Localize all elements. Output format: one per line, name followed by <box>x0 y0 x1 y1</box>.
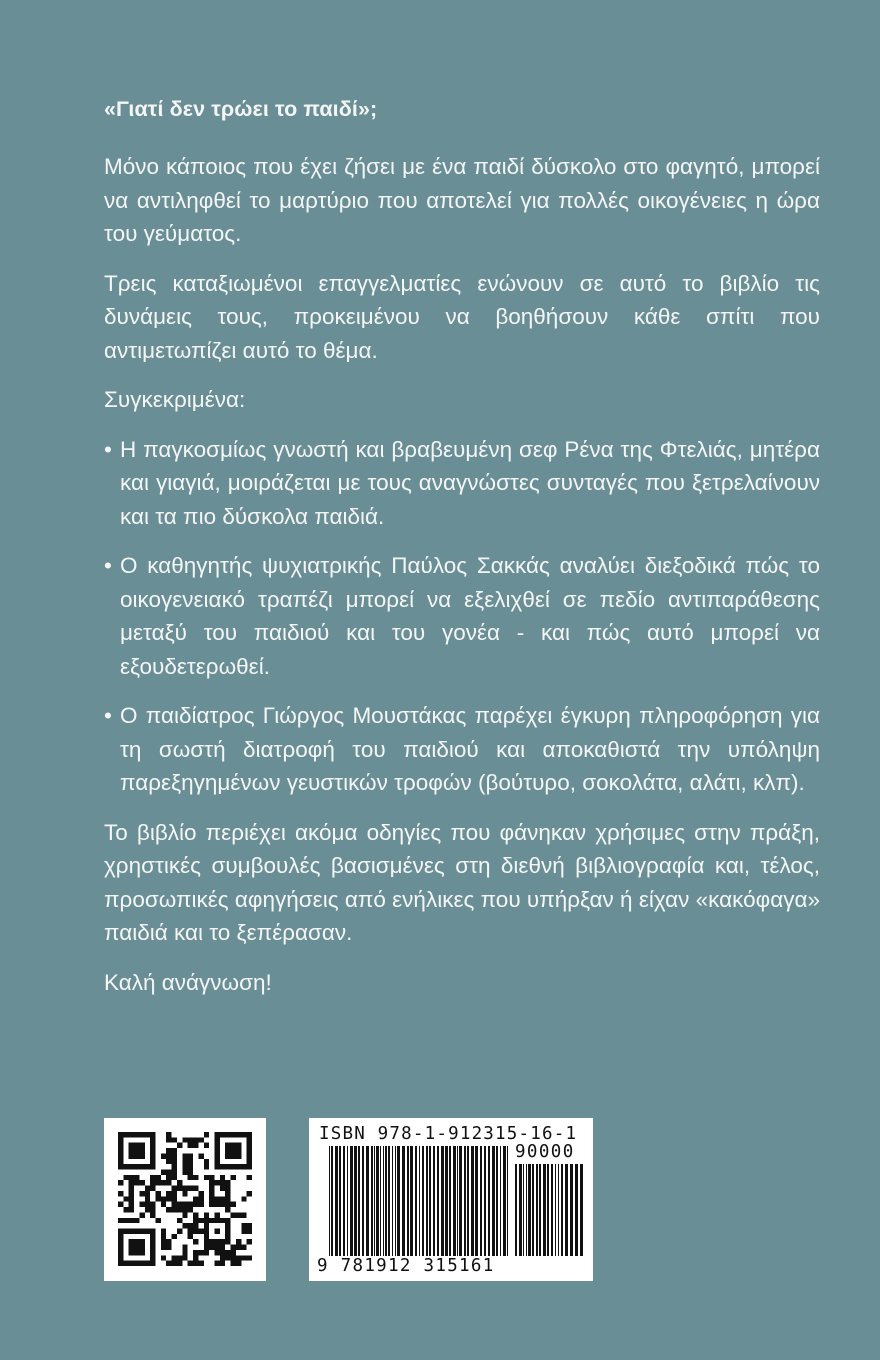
qr-module <box>177 1207 182 1212</box>
qr-module <box>182 1202 187 1207</box>
qr-module <box>129 1175 134 1180</box>
qr-module <box>241 1212 246 1217</box>
barcode-bar <box>371 1146 373 1256</box>
qr-module <box>188 1234 193 1239</box>
barcode-bar <box>429 1146 431 1256</box>
qr-module <box>241 1223 246 1228</box>
barcode-bar <box>415 1146 417 1256</box>
qr-module <box>225 1207 230 1212</box>
qr-module <box>134 1180 139 1185</box>
qr-module <box>214 1180 219 1185</box>
qr-module <box>204 1164 209 1169</box>
qr-module <box>182 1245 187 1250</box>
qr-module <box>225 1202 230 1207</box>
qr-module <box>161 1245 166 1250</box>
qr-module <box>204 1245 209 1250</box>
qr-module <box>220 1250 225 1255</box>
qr-module <box>225 1196 230 1201</box>
qr-module <box>145 1207 150 1212</box>
qr-module <box>193 1255 198 1260</box>
qr-module <box>118 1202 123 1207</box>
qr-module <box>118 1180 123 1185</box>
qr-module <box>209 1245 214 1250</box>
qr-module <box>172 1191 177 1196</box>
qr-module <box>214 1202 219 1207</box>
qr-module <box>172 1261 177 1266</box>
qr-module <box>193 1228 198 1233</box>
barcode-bar <box>441 1146 444 1256</box>
barcode-bar <box>519 1164 522 1256</box>
qr-module <box>209 1202 214 1207</box>
qr-module <box>188 1261 193 1266</box>
qr-module <box>188 1153 193 1158</box>
qr-module <box>150 1186 155 1191</box>
qr-module <box>198 1196 203 1201</box>
qr-module <box>198 1250 203 1255</box>
qr-module <box>241 1255 246 1260</box>
qr-module <box>166 1261 171 1266</box>
barcode-bar <box>539 1164 541 1256</box>
qr-module <box>188 1159 193 1164</box>
qr-module <box>193 1137 198 1142</box>
qr-module <box>177 1255 182 1260</box>
barcode-bar <box>467 1146 469 1256</box>
qr-module <box>150 1175 155 1180</box>
qr-module <box>247 1228 252 1233</box>
qr-module <box>188 1228 193 1233</box>
back-cover-text <box>104 97 820 1015</box>
barcode-bar <box>543 1164 546 1256</box>
qr-module <box>177 1261 182 1266</box>
qr-module <box>166 1137 171 1142</box>
qr-module <box>247 1191 252 1196</box>
qr-module <box>198 1202 203 1207</box>
barcode-bar <box>503 1146 506 1256</box>
qr-module <box>145 1202 150 1207</box>
addon-barcode-bars <box>515 1164 585 1256</box>
qr-module <box>172 1207 177 1212</box>
addon-code: 90000 <box>515 1142 575 1162</box>
qr-module <box>231 1175 236 1180</box>
qr-code <box>104 1118 266 1281</box>
qr-module <box>231 1245 236 1250</box>
qr-module <box>220 1196 225 1201</box>
qr-module <box>161 1180 166 1185</box>
bullet-dot-icon: • <box>104 436 112 462</box>
qr-module <box>225 1180 230 1185</box>
qr-module <box>220 1186 225 1191</box>
qr-module <box>139 1180 144 1185</box>
barcode-bar <box>492 1146 495 1256</box>
qr-module <box>198 1191 203 1196</box>
qr-module <box>177 1202 182 1207</box>
barcode-bar <box>561 1164 563 1256</box>
qr-module <box>231 1261 236 1266</box>
qr-module <box>214 1196 219 1201</box>
barcode-bar <box>407 1146 409 1256</box>
qr-module <box>193 1218 198 1223</box>
qr-module <box>198 1228 203 1233</box>
qr-module <box>209 1191 214 1196</box>
qr-module <box>145 1186 150 1191</box>
qr-module <box>172 1148 177 1153</box>
qr-module <box>166 1245 171 1250</box>
qr-module <box>123 1207 128 1212</box>
barcode-bar <box>555 1164 556 1256</box>
qr-module <box>182 1191 187 1196</box>
qr-module <box>156 1218 161 1223</box>
qr-module <box>118 1191 123 1196</box>
qr-module <box>204 1143 209 1148</box>
qr-module <box>182 1159 187 1164</box>
qr-module <box>182 1223 187 1228</box>
qr-module <box>150 1212 155 1217</box>
qr-module <box>188 1175 193 1180</box>
qr-module <box>161 1196 166 1201</box>
qr-module <box>247 1175 252 1180</box>
qr-module <box>129 1218 134 1223</box>
barcode-bar <box>551 1164 553 1256</box>
qr-module <box>129 1191 134 1196</box>
qr-module <box>231 1255 236 1260</box>
qr-module <box>182 1255 187 1260</box>
qr-module <box>193 1250 198 1255</box>
qr-module <box>139 1202 144 1207</box>
qr-module <box>198 1218 203 1223</box>
barcode-bar <box>526 1164 527 1256</box>
qr-module <box>193 1223 198 1228</box>
qr-module <box>156 1191 161 1196</box>
sign-off: Καλή ανάγνωση! <box>104 969 272 995</box>
qr-module <box>241 1228 246 1233</box>
barcode-bar <box>515 1164 517 1256</box>
qr-module <box>182 1250 187 1255</box>
qr-module <box>177 1180 182 1185</box>
ean-digits: 9 781912 315161 <box>317 1256 495 1276</box>
barcode-bar <box>457 1146 458 1256</box>
qr-module <box>150 1207 155 1212</box>
qr-module <box>193 1239 198 1244</box>
qr-module <box>220 1202 225 1207</box>
barcode-bar <box>383 1146 384 1256</box>
barcode-bar <box>453 1146 456 1256</box>
specifically-label: Συγκεκριμένα: <box>104 387 246 412</box>
barcode-bar <box>464 1146 466 1256</box>
barcode-bar <box>350 1146 353 1256</box>
qr-module <box>150 1180 155 1185</box>
qr-module <box>193 1196 198 1201</box>
qr-module <box>241 1245 246 1250</box>
qr-module <box>172 1202 177 1207</box>
barcode-bar <box>343 1146 345 1256</box>
barcode-bar <box>397 1146 400 1256</box>
barcode-bar <box>484 1146 486 1256</box>
barcode-bar <box>459 1146 462 1256</box>
qr-module <box>236 1261 241 1266</box>
barcode-bar <box>475 1146 478 1256</box>
barcode-bar <box>347 1146 348 1256</box>
qr-module <box>214 1212 219 1217</box>
barcode-bar <box>575 1164 578 1256</box>
qr-module <box>161 1228 166 1233</box>
qr-module <box>172 1153 177 1158</box>
qr-module <box>188 1186 193 1191</box>
barcode-bar <box>480 1146 482 1256</box>
qr-module <box>145 1196 150 1201</box>
qr-module <box>161 1239 166 1244</box>
qr-module <box>231 1202 236 1207</box>
bullet-text: Η παγκοσμίως γνωστή και βραβευμένη σεφ Ρένα της Φτελιάς, μητέρα και γιαγιά, μοιράζεται με τους αναγνώστες συνταγές που ξετρελαίνουν και τα πιο δύσκολα παιδιά. <box>120 436 820 529</box>
barcode-bar <box>445 1146 448 1256</box>
qr-module <box>182 1164 187 1169</box>
barcode-bar <box>366 1146 369 1256</box>
qr-module <box>209 1186 214 1191</box>
qr-module <box>145 1191 150 1196</box>
qr-module <box>156 1175 161 1180</box>
qr-module <box>220 1261 225 1266</box>
qr-module <box>172 1196 177 1201</box>
qr-module <box>166 1148 171 1153</box>
qr-module <box>129 1196 134 1201</box>
barcode-bar <box>385 1146 387 1256</box>
qr-module <box>193 1212 198 1217</box>
barcode-bar <box>433 1146 435 1256</box>
barcode-bar <box>528 1164 531 1256</box>
qr-module <box>247 1255 252 1260</box>
isbn-label: ISBN 978-1-912315-16-1 <box>319 1124 578 1144</box>
qr-module <box>118 1218 123 1223</box>
qr-module <box>166 1239 171 1244</box>
barcode-bar <box>362 1146 364 1256</box>
barcode-bar <box>580 1164 583 1256</box>
qr-module <box>220 1180 225 1185</box>
qr-module <box>204 1175 209 1180</box>
qr-module <box>182 1207 187 1212</box>
barcode-bar <box>426 1146 428 1256</box>
barcode-bar <box>565 1164 568 1256</box>
barcode-bar <box>329 1146 330 1256</box>
barcode-bar <box>449 1146 451 1256</box>
qr-module <box>209 1196 214 1201</box>
bullet-item-psychiatrist <box>104 549 820 683</box>
qr-module <box>156 1196 161 1201</box>
qr-module <box>182 1137 187 1142</box>
qr-module <box>172 1175 177 1180</box>
barcode-bar <box>422 1146 424 1256</box>
qr-module <box>188 1170 193 1175</box>
qr-module <box>236 1212 241 1217</box>
qr-module <box>198 1261 203 1266</box>
qr-module <box>193 1175 198 1180</box>
qr-module <box>209 1180 214 1185</box>
bullet-item-pediatrician <box>104 699 820 800</box>
barcode-bar <box>358 1146 360 1256</box>
qr-module <box>172 1164 177 1169</box>
qr-module <box>241 1196 246 1201</box>
barcode-bar <box>570 1164 573 1256</box>
qr-module <box>123 1196 128 1201</box>
qr-module <box>214 1261 219 1266</box>
qr-module <box>247 1223 252 1228</box>
barcode-bar <box>419 1146 420 1256</box>
qr-module <box>166 1207 171 1212</box>
qr-module <box>161 1234 166 1239</box>
qr-module <box>129 1143 145 1159</box>
bullet-dot-icon: • <box>104 703 112 728</box>
qr-module <box>123 1175 128 1180</box>
bullet-text: Ο καθηγητής ψυχιατρικής Παύλος Σακκάς αναλύει διεξοδικά πώς το οικογενειακό τραπέζι μπορεί να εξελιχθεί σε πεδίο αντιπαράθεσης μεταξύ του παιδιού και του γονέα - και πώς αυτό μπορεί να εξουδετερωθεί. <box>120 553 820 679</box>
qr-module <box>188 1137 193 1142</box>
barcode-bar <box>471 1146 474 1256</box>
qr-module <box>214 1250 219 1255</box>
qr-module <box>166 1153 171 1158</box>
qr-module <box>198 1137 203 1142</box>
barcode-bar <box>410 1146 413 1256</box>
qr-module <box>129 1180 134 1185</box>
barcode-bar <box>547 1164 549 1256</box>
qr-module <box>172 1170 177 1175</box>
qr-module <box>220 1175 225 1180</box>
intro-paragraph: Μόνο κάποιος που έχει ζήσει με ένα παιδί δύσκολο στο φαγητό, μπορεί να αντιληφθεί το μαρτύριο που αποτελεί για πολλές οικογένειες η ώρα του γεύματος. <box>104 154 820 246</box>
qr-module <box>166 1170 171 1175</box>
cover-heading: «Γιατί δεν τρώει το παιδί»; <box>104 97 378 121</box>
barcode-bar <box>437 1146 439 1256</box>
qr-module <box>177 1218 182 1223</box>
barcode-bar <box>532 1164 534 1256</box>
qr-module <box>225 1250 230 1255</box>
qr-module <box>139 1191 144 1196</box>
barcode-bar <box>395 1146 396 1256</box>
barcode-bar <box>331 1146 333 1256</box>
qr-module <box>129 1202 134 1207</box>
barcode-bar <box>558 1164 559 1256</box>
qr-module <box>177 1186 182 1191</box>
bullet-item-chef <box>104 433 820 534</box>
qr-module <box>166 1175 171 1180</box>
qr-module <box>177 1143 182 1148</box>
qr-module <box>150 1202 155 1207</box>
bullet-dot-icon: • <box>104 553 112 578</box>
barcode-bar <box>402 1146 405 1256</box>
barcode-bar <box>523 1164 524 1256</box>
qr-module <box>156 1180 161 1185</box>
qr-module <box>214 1245 219 1250</box>
qr-module <box>166 1191 171 1196</box>
qr-module <box>247 1239 252 1244</box>
barcode-bar <box>339 1146 341 1256</box>
qr-module <box>236 1239 241 1244</box>
qr-module <box>188 1223 193 1228</box>
qr-module <box>231 1212 236 1217</box>
closing-paragraph: Το βιβλίο περιέχει ακόμα οδηγίες που φάνηκαν χρήσιμες στην πράξη, χρηστικές συμβουλές βασισμένες στη διεθνή βιβλιογραφία και, τέλος, προσωπικές αφηγήσεις από ενήλικες που υπήρξαν ή είχαν «κακόφαγα» παιδιά και το ξεπέρασαν. <box>104 819 820 945</box>
barcode-bar <box>335 1146 338 1256</box>
qr-module <box>166 1132 171 1137</box>
qr-module <box>193 1143 198 1148</box>
qr-module <box>177 1228 182 1233</box>
qr-module <box>129 1207 134 1212</box>
qr-module <box>161 1153 166 1158</box>
isbn-barcode <box>309 1118 593 1281</box>
qr-module <box>193 1202 198 1207</box>
qr-module <box>161 1202 166 1207</box>
qr-module <box>225 1255 230 1260</box>
barcode-bar <box>376 1146 379 1256</box>
barcode-bar <box>536 1164 538 1256</box>
qr-module <box>204 1132 209 1137</box>
qr-module <box>182 1212 187 1217</box>
barcode-bar <box>374 1146 375 1256</box>
qr-module <box>172 1159 177 1164</box>
qr-module <box>129 1186 134 1191</box>
barcode-bar <box>488 1146 490 1256</box>
barcode-bar <box>392 1146 393 1256</box>
qr-module <box>123 1218 128 1223</box>
authors-paragraph: Τρεις καταξιωμένοι επαγγελματίες ενώνουν σε αυτό το βιβλίο τις δυνάμεις τους, προκειμένου να βοηθήσουν κάθε σπίτι που αντιμετωπίζει αυτό το θέμα. <box>104 270 820 363</box>
qr-module <box>166 1159 171 1164</box>
qr-module <box>198 1153 203 1158</box>
qr-module <box>204 1159 209 1164</box>
qr-module <box>134 1175 139 1180</box>
qr-module <box>193 1186 198 1191</box>
barcode-bar <box>500 1146 501 1256</box>
qr-module <box>182 1170 187 1175</box>
qr-module <box>161 1255 166 1260</box>
qr-module <box>193 1261 198 1266</box>
barcode-bar <box>354 1146 357 1256</box>
qr-module <box>225 1143 241 1159</box>
qr-module <box>129 1239 145 1255</box>
qr-module <box>220 1255 225 1260</box>
qr-module <box>182 1153 187 1158</box>
qr-module <box>172 1255 177 1260</box>
barcode-bar <box>496 1146 498 1256</box>
qr-module <box>204 1212 209 1217</box>
ean-barcode-bars <box>329 1146 509 1256</box>
qr-module <box>204 1250 209 1255</box>
qr-module <box>134 1218 139 1223</box>
qr-module <box>182 1186 187 1191</box>
qr-module <box>172 1186 177 1191</box>
qr-module <box>188 1143 193 1148</box>
qr-module <box>166 1180 171 1185</box>
qr-module <box>236 1255 241 1260</box>
barcode-bar <box>388 1146 390 1256</box>
qr-module <box>166 1196 171 1201</box>
qr-module <box>231 1250 236 1255</box>
barcode-bar <box>380 1146 381 1256</box>
qr-module <box>172 1137 177 1142</box>
qr-module <box>214 1228 219 1233</box>
qr-module <box>209 1175 214 1180</box>
qr-module <box>139 1212 144 1217</box>
qr-module <box>188 1202 193 1207</box>
bullet-text: Ο παιδίατρος Γιώργος Μουστάκας παρέχει έγκυρη πληροφόρηση για τη σωστή διατροφή του παιδιού και αποκαθιστά την υπόληψη παρεξηγημένων γευστικών τροφών (βούτυρο, σοκολάτα, αλάτι, κλπ). <box>120 703 820 795</box>
qr-module <box>188 1164 193 1169</box>
barcode-bar <box>507 1146 508 1256</box>
qr-module <box>161 1170 166 1175</box>
qr-module <box>188 1207 193 1212</box>
qr-module <box>225 1186 230 1191</box>
qr-module <box>220 1245 225 1250</box>
qr-module <box>225 1191 230 1196</box>
qr-module <box>172 1234 177 1239</box>
qr-module <box>236 1245 241 1250</box>
qr-code-icon <box>118 1132 252 1266</box>
